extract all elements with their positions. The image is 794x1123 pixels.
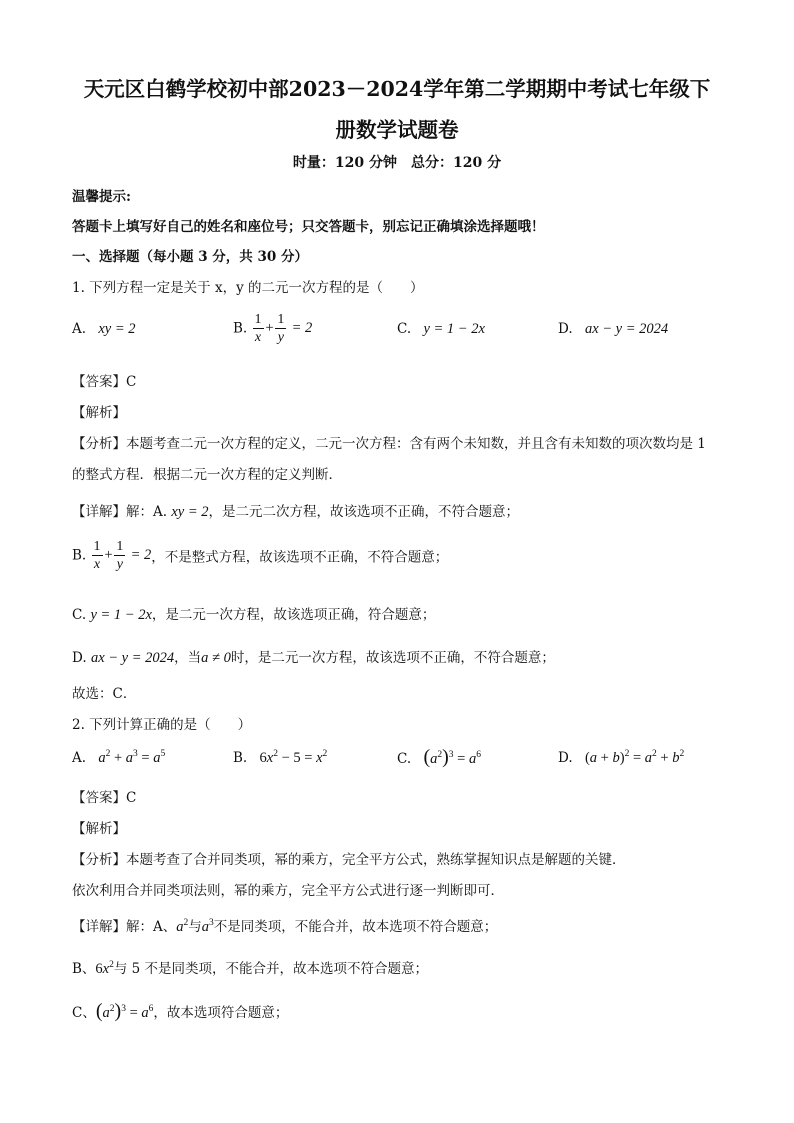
numerator: 1: [93, 539, 101, 554]
q2-detail-a: [72, 915, 497, 936]
detail-text: 与 5 不是同类项，不能合并，故本选项不符合题意；: [113, 961, 429, 977]
fenxi-tag: 【分析】: [72, 852, 126, 868]
option-label: D.: [558, 750, 573, 766]
option-label: B.: [233, 750, 248, 766]
option-math: xy = 2: [98, 321, 136, 337]
q1-detail-b: [72, 538, 448, 573]
option-label: B.: [233, 320, 248, 337]
detail-tag: 【详解】: [72, 504, 126, 520]
denominator: x: [93, 557, 101, 572]
numerator: 1: [116, 539, 124, 554]
detail-text: 时，是二元一次方程，故该选项不正确，不符合题意；: [230, 650, 555, 666]
q2-option-a: [72, 750, 165, 767]
q2-detail-b: [72, 957, 428, 978]
detail-prefix: 解：A、: [126, 919, 177, 935]
answer-value: C: [126, 374, 137, 390]
numerator: 1: [254, 312, 262, 327]
q1-analysis-tag: 【解析】: [72, 405, 126, 421]
detail-label: D.: [72, 650, 87, 666]
detail-math: $6x^2$: [95, 960, 114, 977]
denominator: y: [277, 330, 284, 345]
option-math: $(a^2)^3 = a^6$: [423, 746, 481, 768]
answer-tag: 【答案】: [72, 790, 126, 806]
option-math: ax − y = 2024: [584, 321, 669, 337]
detail-math: $a^2$: [176, 918, 189, 935]
fenxi-tag: 【分析】: [72, 436, 126, 452]
denominator: y: [116, 557, 123, 572]
detail-label: C.: [72, 607, 87, 623]
detail-math: ax − y = 2024: [90, 650, 175, 666]
option-math: $(a + b)^2 = a^2 + b^2$: [584, 749, 685, 766]
detail-text: ，故本选项符合题意；: [153, 1005, 289, 1021]
option-label: A.: [72, 750, 87, 766]
detail-math: $a^3$: [201, 918, 214, 935]
option-label: C.: [397, 321, 412, 337]
q2-option-d: [558, 750, 684, 767]
q2-fenxi-line1: [72, 848, 626, 868]
detail-prefix: 解：A.: [126, 504, 168, 520]
denominator: x: [254, 330, 262, 345]
option-math: y = 1 − 2x: [423, 321, 485, 337]
detail-math: y = 1 − 2x: [90, 607, 152, 623]
fraction: [92, 538, 103, 573]
detail-text: 不是同类项，不能合并，故本选项不符合题意；: [213, 919, 498, 935]
numerator: 1: [277, 312, 285, 327]
answer-value: C: [126, 790, 137, 806]
answer-tag: 【答案】: [72, 374, 126, 390]
q2-detail-c: [72, 1000, 288, 1023]
equals-part: = 2: [291, 320, 313, 336]
option-math: $6x^2 - 5 = x^2$: [259, 749, 328, 766]
detail-prefix: C、: [72, 1005, 96, 1021]
fenxi-text: 本题考查二元一次方程的定义，二元一次方程：含有两个未知数，并且含有未知数的项次数均是 1: [126, 436, 706, 452]
option-label: C.: [397, 751, 412, 767]
equals-part: = 2: [130, 547, 152, 563]
plus-sign: +: [264, 320, 275, 336]
option-label: D.: [558, 321, 573, 337]
q1-choose: 故选：C．: [72, 686, 137, 702]
detail-text: ，不是整式方程，故该选项不正确，不符合题意；: [151, 549, 449, 566]
page-title-line2: 册数学试题卷: [335, 118, 459, 142]
option-math: $a^2 + a^3 = a^5$: [98, 749, 166, 766]
q1-option-a: [72, 321, 136, 338]
fraction: [253, 311, 264, 346]
q2-analysis-tag: 【解析】: [72, 821, 126, 837]
time-info: 时量：120 分钟 总分：120 分: [292, 155, 502, 171]
q1-detail-d: [72, 646, 555, 667]
q1-option-d: [558, 321, 668, 338]
detail-text: ，当: [174, 650, 202, 666]
q1-option-c: [397, 321, 485, 338]
detail-math: $(a^2)^3 = a^6$: [95, 1000, 154, 1022]
q2-option-c: [397, 746, 481, 769]
fraction: [275, 311, 286, 346]
fenxi-text: 本题考查了合并同类项，幂的乘方，完全平方公式，熟练掌握知识点是解题的关键．: [126, 852, 626, 868]
notice-heading: 温馨提示:: [72, 189, 131, 205]
detail-math: xy = 2: [171, 504, 209, 520]
q1-detail-c: [72, 603, 435, 624]
detail-prefix: B、: [72, 961, 96, 977]
detail-mid: 与: [188, 919, 202, 935]
detail-text: ，是二元二次方程，故该选项不正确，不符合题意；: [208, 504, 519, 520]
q2-answer: [72, 786, 136, 806]
q1-detail-a: [72, 500, 519, 521]
notice-text: 答题卡上填写好自己的姓名和座位号；只交答题卡，别忘记正确填涂选择题哦！: [72, 219, 545, 235]
plus-sign: +: [103, 547, 114, 563]
q1-answer: [72, 370, 136, 390]
question-1-stem: 1. 下列方程一定是关于 x，y 的二元一次方程的是（ ）: [72, 280, 424, 296]
page-title-line1: 天元区白鹤学校初中部2023－2024学年第二学期期中考试七年级下: [83, 77, 711, 101]
q1-fenxi-line2: 的整式方程．根据二元一次方程的定义判断．: [72, 467, 342, 483]
q1-option-b: [233, 311, 312, 346]
detail-tag: 【详解】: [72, 919, 126, 935]
q2-fenxi-line2: 依次利用合并同类项法则，幂的乘方，完全平方公式进行逐一判断即可．: [72, 883, 504, 899]
condition-math: a ≠ 0: [201, 650, 231, 666]
question-2-stem: 2. 下列计算正确的是（ ）: [72, 717, 252, 733]
detail-label: B.: [72, 547, 87, 564]
q1-fenxi-line1: [72, 432, 706, 452]
fraction: [114, 538, 125, 573]
detail-text: ，是二元一次方程，故该选项正确，符合题意；: [151, 607, 436, 623]
option-label: A.: [72, 321, 87, 337]
q2-option-b: [233, 750, 327, 767]
section-heading: 一、选择题（每小题 3 分，共 30 分）: [72, 249, 308, 265]
